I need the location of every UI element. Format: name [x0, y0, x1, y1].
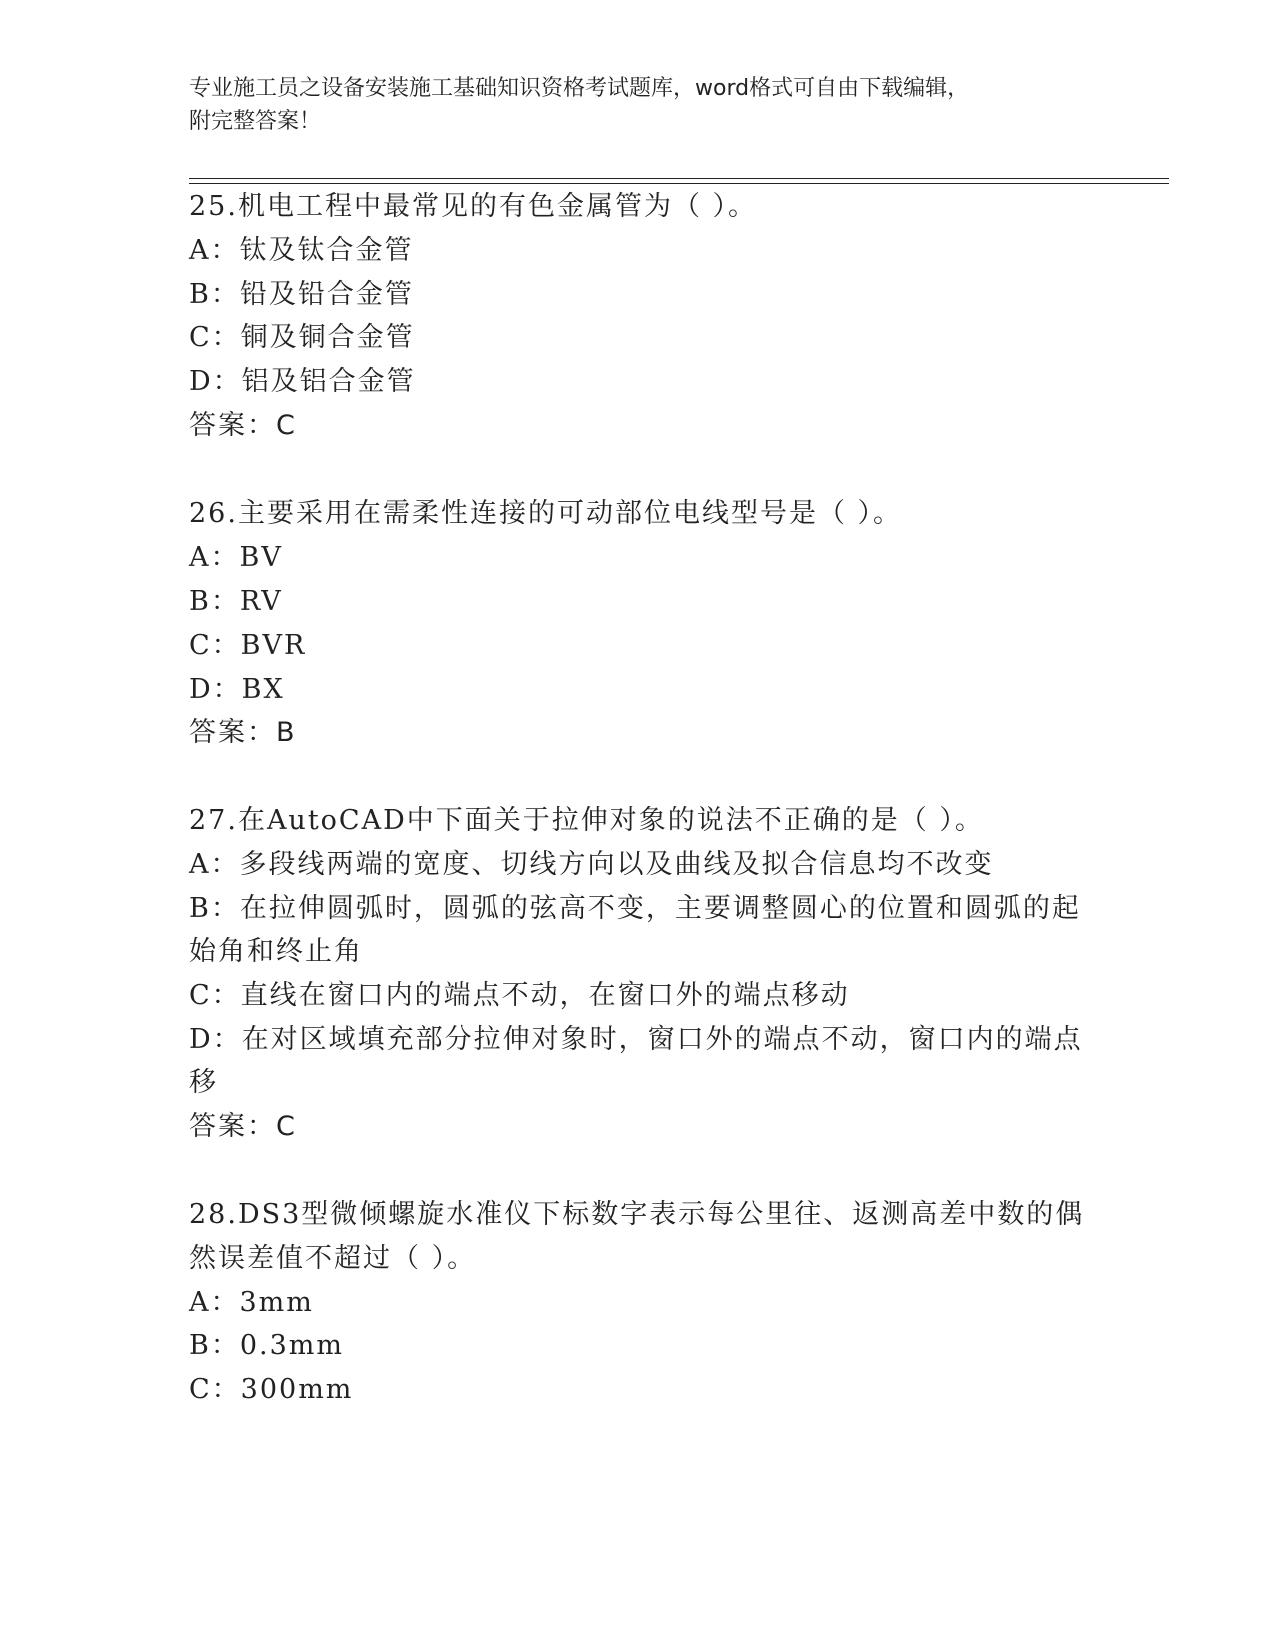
- question-28-option-b: B：0.3mm: [189, 1330, 344, 1361]
- question-27-option-a: A：多段线两端的宽度、切线方向以及曲线及拟合信息均不改变: [189, 849, 994, 880]
- question-26-option-b: B：RV: [189, 586, 283, 617]
- question-27-option-b: B：在拉伸圆弧时，圆弧的弦高不变，主要调整圆心的位置和圆弧的起: [189, 893, 1081, 924]
- question-28-stem: 28.DS3型微倾螺旋水准仪下标数字表示每公里往、返测高差中数的偶: [189, 1199, 1085, 1230]
- question-25-answer: 答案：C: [189, 410, 297, 441]
- question-25-option-d: D：铝及铝合金管: [189, 366, 416, 397]
- document-header: [189, 72, 1089, 138]
- question-27-stem: 27.在AutoCAD中下面关于拉伸对象的说法不正确的是（ ）。: [189, 805, 984, 836]
- header-divider-top: [189, 178, 1169, 179]
- question-27-option-d-cont: 移: [189, 1067, 218, 1098]
- question-25-option-a: A：钛及钛合金管: [189, 235, 414, 266]
- question-26-option-c: C：BVR: [189, 630, 307, 661]
- question-26-option-d: D：BX: [189, 674, 285, 705]
- header-line-2: 附完整答案！: [189, 109, 322, 134]
- question-27-option-b-cont: 始角和终止角: [189, 936, 363, 967]
- question-27-option-d: D：在对区域填充部分拉伸对象时，窗口外的端点不动，窗口内的端点: [189, 1024, 1083, 1055]
- question-27-answer: 答案：C: [189, 1111, 297, 1142]
- question-25-option-c: C：铜及铜合金管: [189, 322, 415, 353]
- question-26-answer: 答案：B: [189, 717, 297, 748]
- question-25-option-b: B：铅及铅合金管: [189, 279, 414, 310]
- question-25-stem: 25.机电工程中最常见的有色金属管为（ ）。: [189, 191, 758, 222]
- header-line-1: 专业施工员之设备安装施工基础知识资格考试题库，word格式可自由下载编辑，: [189, 76, 970, 101]
- question-28-option-c: C：300mm: [189, 1374, 354, 1405]
- question-26-option-a: A：BV: [189, 542, 283, 573]
- question-28-option-a: A：3mm: [189, 1287, 314, 1318]
- question-27-option-c: C：直线在窗口内的端点不动，在窗口外的端点移动: [189, 980, 850, 1011]
- question-26-stem: 26.主要采用在需柔性连接的可动部位电线型号是（ ）。: [189, 498, 903, 529]
- question-28-stem-cont: 然误差值不超过（ ）。: [189, 1243, 477, 1274]
